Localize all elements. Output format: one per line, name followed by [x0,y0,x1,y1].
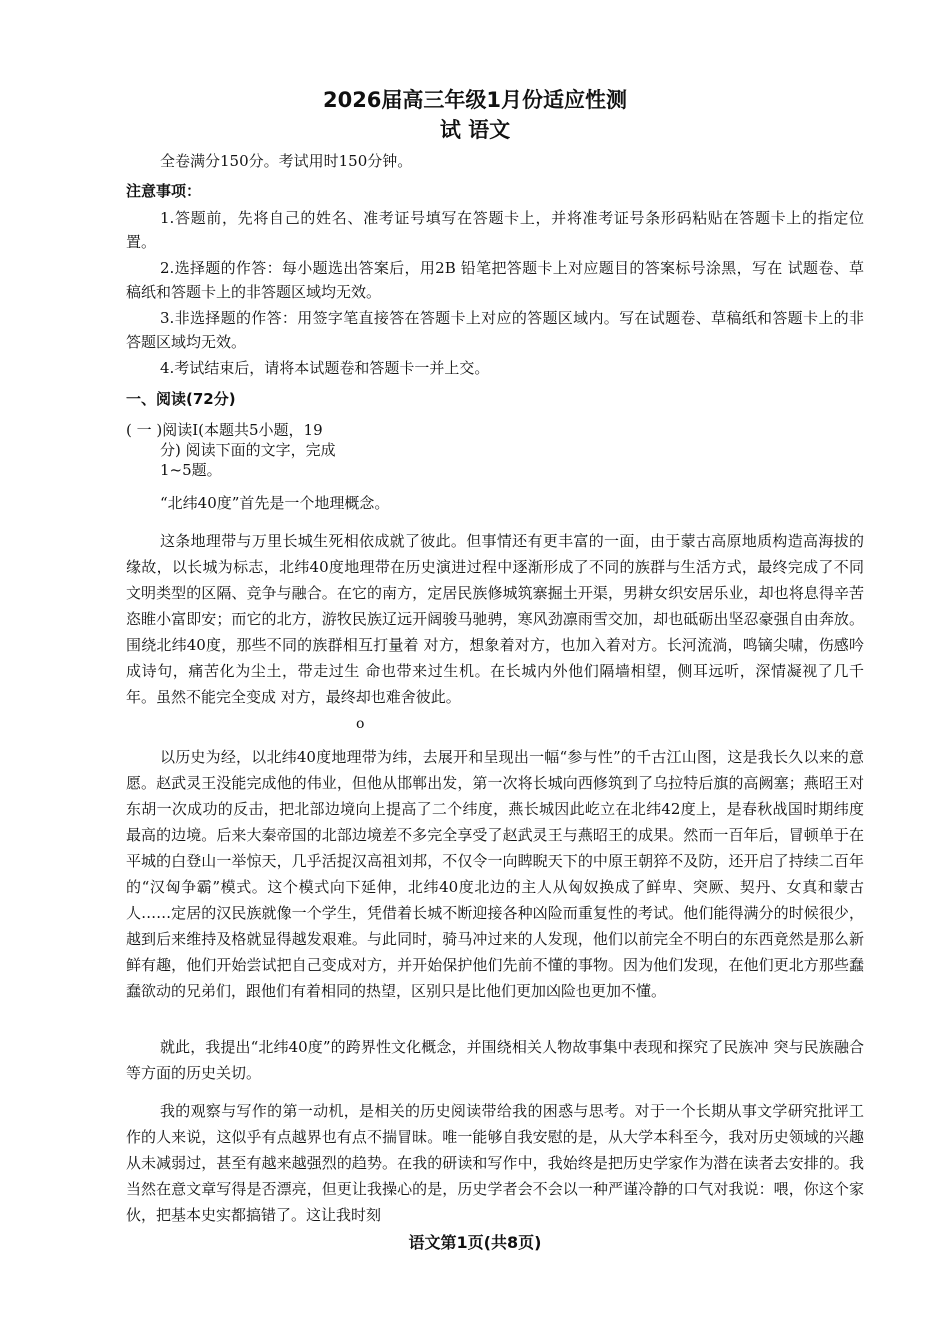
page-footer: 语文第1页(共8页) [408,1233,542,1252]
notice-item-1: 1.答题前，先将自己的姓名、准考证号填写在答题卡上，并将准考证号条形码粘贴在答题卡上的指定位置。 [126,209,864,251]
subheading-line-2: 分) 阅读下面的文字，完成 [160,441,336,459]
essay-intro: “北纬40度”首先是一个地理概念。 [160,494,390,512]
section-heading: 一、阅读(72分) [126,390,236,408]
notice-heading: 注意事项： [126,182,202,200]
subheading-line-3: 1~5题。 [160,461,222,479]
essay-paragraph-1: 这条地理带与万里长城生死相依成就了彼此。但事情还有更丰富的一面，由于蒙古高原地质构造高海拔的缘故，以长城为标志，北纬40度地理带在历史演进过程中逐渐形成了不同的族群与生活方式，最终完成了不同文明类型的区隔、竞争与融合。在它的南方，定居民族修城筑寨掘土开渠，男耕女织安居乐业，却也将息得辛苦恣睢小富即安；而它的北方，游牧民族辽远开阔骏马驰骋，寒风劲凛雨雪交加，却也砥砺出坚忍豪强自由奔放。围绕北纬40度，那些不同的族群相互打量着 对方，想象着对方，也加入着对方。长河流淌，鸣镝尖啸，伤感吟成诗句，痛苦化为尘土，带走过生 命也带来过生机。在长城内外他们隔墙相望，侧耳远听，深情凝视了几千年。虽然不能完全变成 对方，最终却也难舍彼此。 [126,532,864,706]
essay-paragraph-4: 我的观察与写作的第一动机，是相关的历史阅读带给我的困惑与思考。对于一个长期从事文学研究批评工作的人来说，这似乎有点越界也有点不揣冒昧。唯一能够自我安慰的是，从大学本科至今，我对历史领域的兴趣从未减弱过，甚至有越来越强烈的趋势。在我的研读和写作中，我始终是把历史学家作为潜在读者去安排的。我当然在意文章写得是否漂亮，但更让我操心的是，历史学者会不会以一种严谨冷静的口气对我说：喂，你这个家伙，把基本史实都搞错了。这让我时刻 [126,1102,864,1224]
notice-item-4: 4.考试结束后，请将本试题卷和答题卡一并上交。 [160,359,490,377]
notice-item-3: 3.非选择题的作答：用签字笔直接答在答题卡上对应的答题区域内。写在试题卷、草稿纸和答题卡上的非答题区域均无效。 [126,309,864,351]
subheading-line-1: ( 一 )阅读Ⅰ(本题共5小题，19 [126,421,323,439]
notice-item-2: 2.选择题的作答：每小题选出答案后，用2B 铅笔把答题卡上对应题目的答案标号涂黑，写在 试题卷、草稿纸和答题卡上的非答题区域均无效。 [126,259,864,301]
essay-paragraph-2: 以历史为经，以北纬40度地理带为纬，去展开和呈现出一幅“参与性”的千古江山图，这是我长久以来的意愿。赵武灵王没能完成他的伟业，但他从邯郸出发，第一次将长城向西修筑到了乌拉特后旗的高阙塞；燕昭王对东胡一次成功的反击，把北部边境向上提高了二个纬度，燕长城因此屹立在北纬42度上，是春秋战国时期纬度最高的边境。后来大秦帝国的北部边境差不多完全享受了赵武灵王与燕昭王的成果。然而一百年后，冒顿单于在平城的白登山一举惊天，几乎活捉汉高祖刘邦，不仅令一向睥睨天下的中原王朝猝不及防，还开启了持续二百年的“汉匈争霸”模式。这个模式向下延伸，北纬40度北边的主人从匈奴换成了鲜卑、突厥、契丹、女真和蒙古人……定居的汉民族就像一个学生，凭借着长城不断迎接各种凶险而重复性的考试。他们能得满分的时候很少，越到后来维持及格就显得越发艰难。与此同时，骑马冲过来的人发现，他们以前完全不明白的东西竟然是那么新鲜有趣，他们开始尝试把自己变成对方，并开始保护他们先前不懂的事物。因为他们发现，在他们更北方那些蠢蠢欲动的兄弟们，跟他们有着相同的热望，区别只是比他们更加凶险也更加不懂。 [126,748,864,1000]
essay-paragraph-3: 就此，我提出“北纬40度”的跨界性文化概念，并围绕相关人物故事集中表现和探究了民族冲 突与民族融合等方面的历史关切。 [126,1038,864,1082]
stray-mark: o [356,716,365,732]
exam-title-line2: 试 语文 [439,118,511,142]
full-score-note: 全卷满分150分。考试用时150分钟。 [160,152,413,170]
exam-title-line1: 2026届高三年级1月份适应性测 [322,88,628,112]
reading-subheading [126,420,396,480]
